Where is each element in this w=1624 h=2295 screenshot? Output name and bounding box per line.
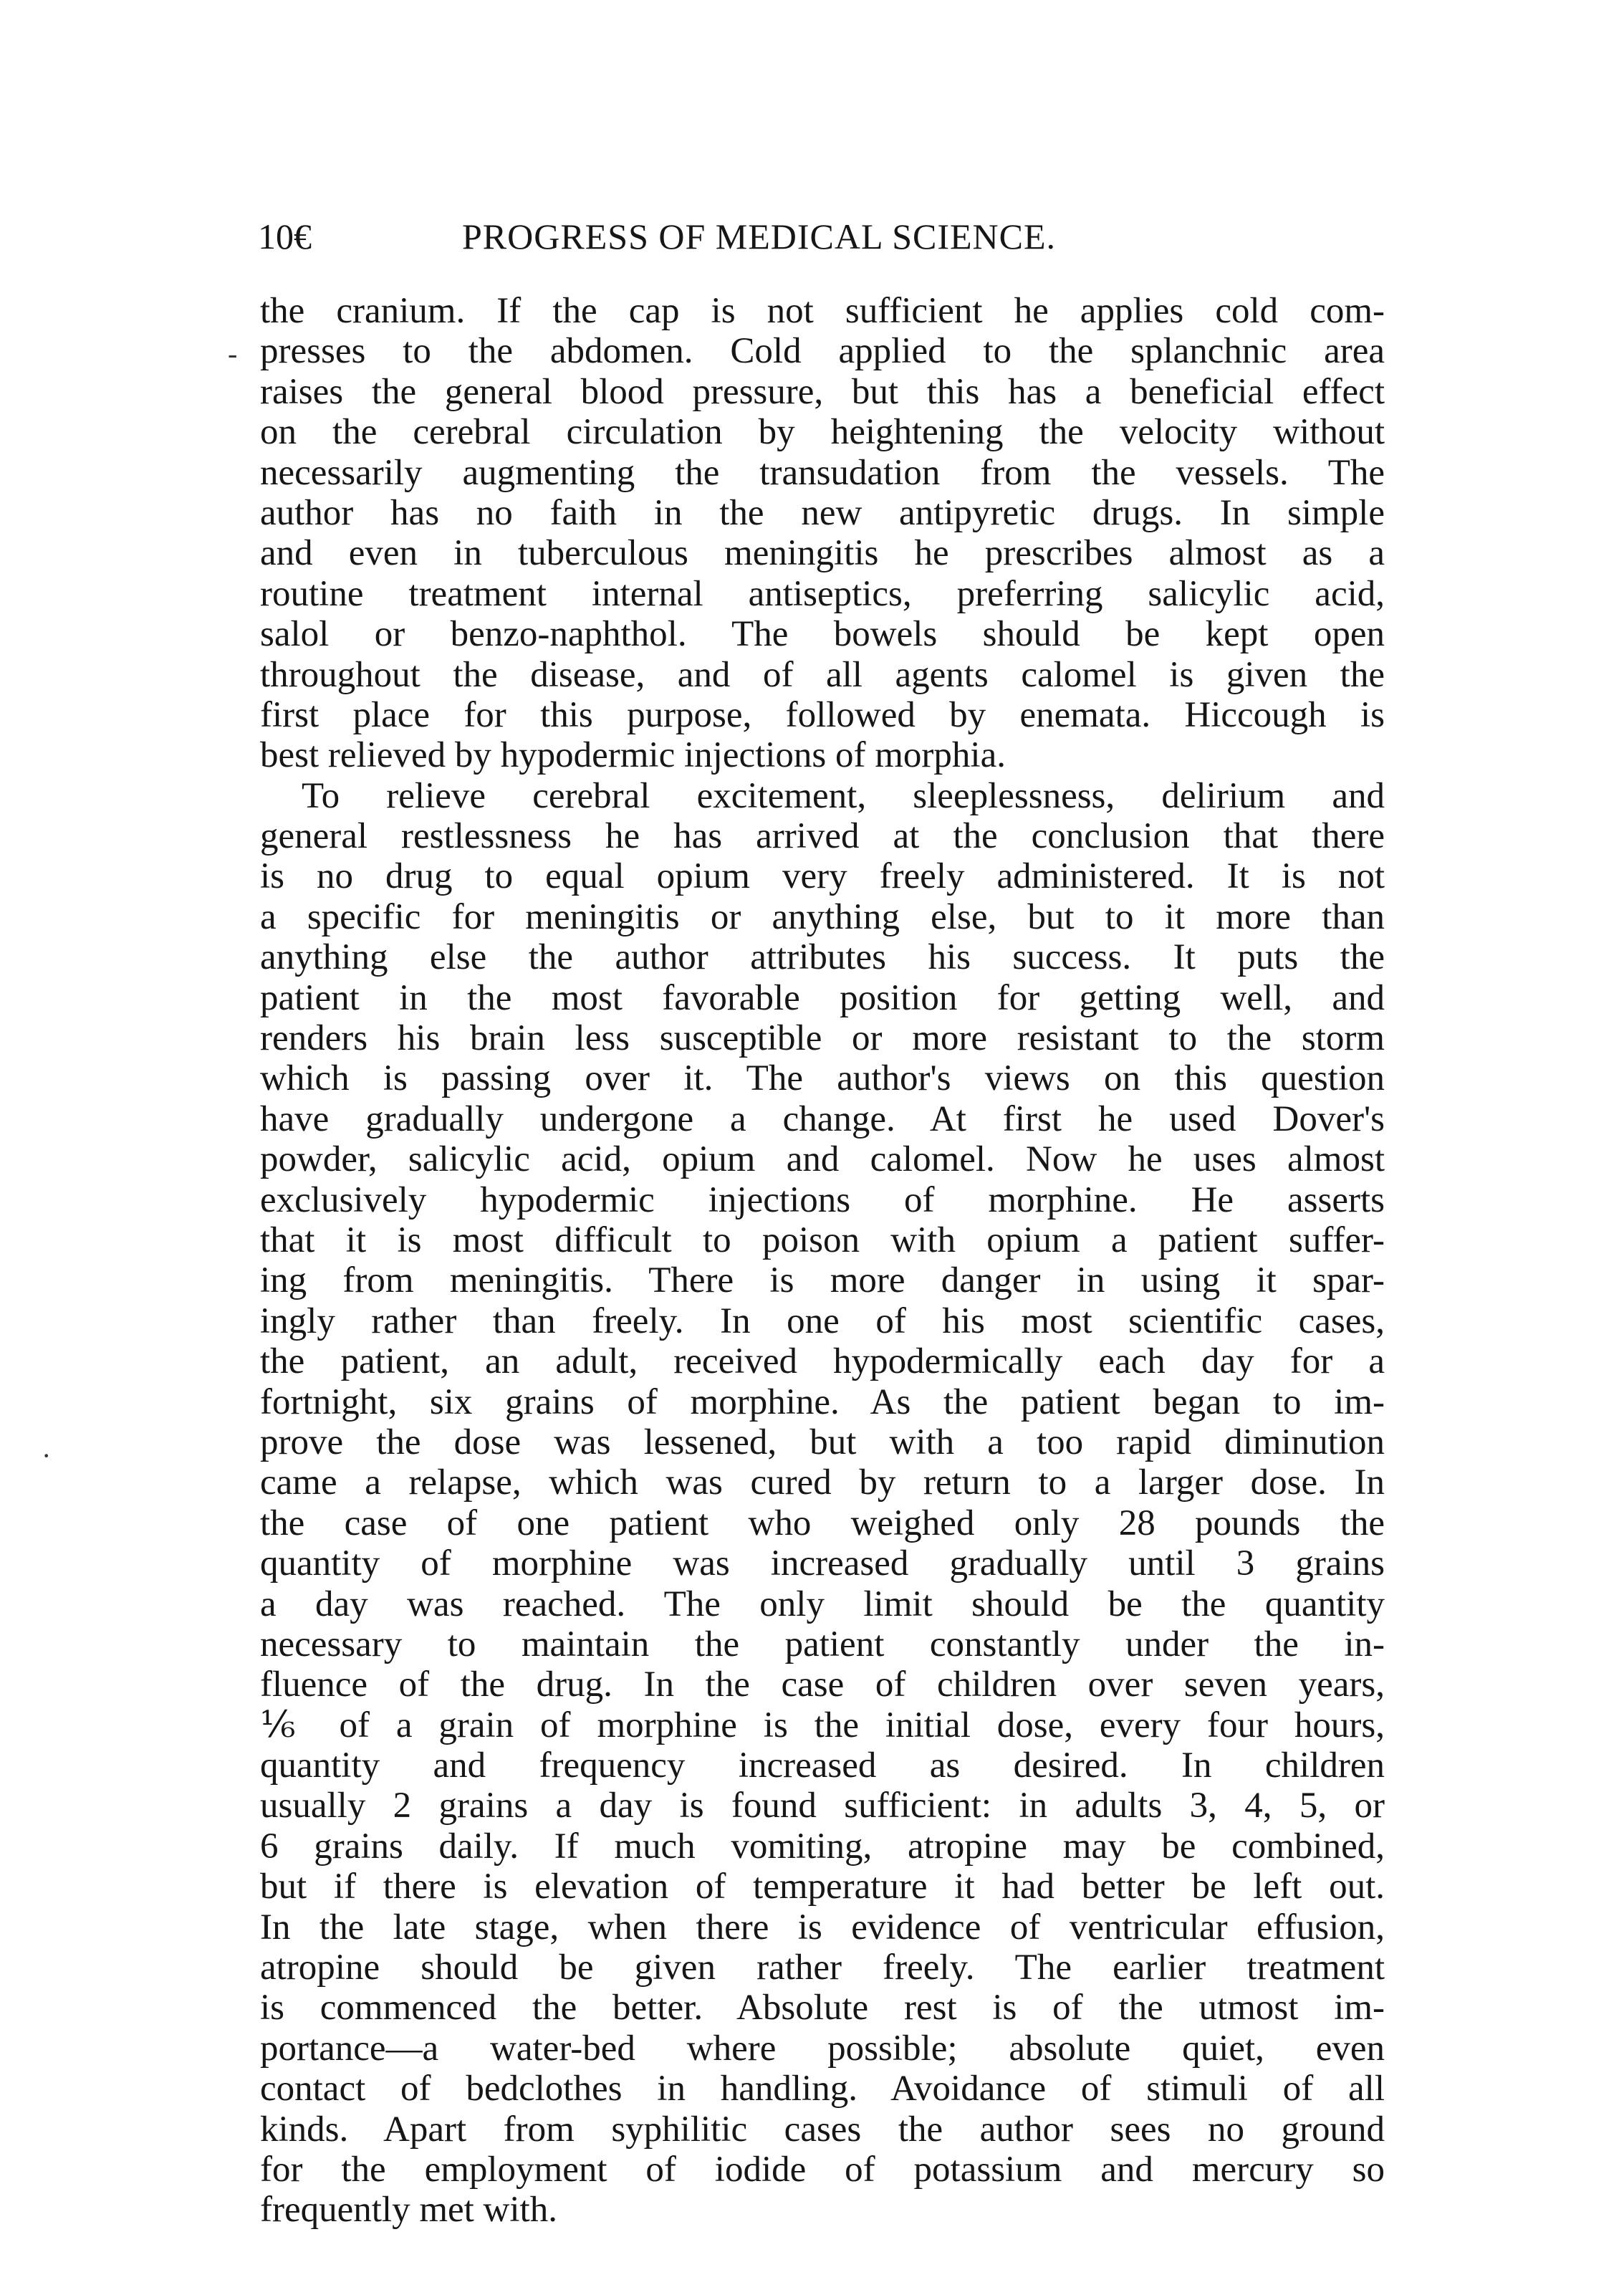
text-line: the patient, an adult, received hypodermically each day for a — [260, 1341, 1385, 1382]
text-line: anything else the author attributes his success. It puts the — [260, 937, 1385, 978]
text-line: prove the dose was lessened, but with a too rapid diminution — [260, 1422, 1385, 1462]
page-header — [258, 215, 1383, 265]
text-line: salol or benzo-naphthol. The bowels should be kept open — [260, 614, 1385, 655]
text-line: general restlessness he has arrived at the conclusion that there — [260, 816, 1385, 857]
text-line: is commenced the better. Absolute rest is of the utmost im- — [260, 1988, 1385, 2028]
text-line: a specific for meningitis or anything else, but to it more than — [260, 896, 1385, 937]
text-line: powder, salicylic acid, opium and calomel. Now he uses almost — [260, 1139, 1385, 1180]
text-line: quantity of morphine was increased gradually until 3 grains — [260, 1543, 1385, 1584]
text-line: author has no faith in the new antipyretic drugs. In simple — [260, 492, 1385, 533]
text-line: renders his brain less susceptible or more resistant to the storm — [260, 1018, 1385, 1059]
text-line: but if there is elevation of temperature it had better be left out. — [260, 1867, 1385, 1907]
text-line: atropine should be given rather freely. The earlier treatment — [260, 1947, 1385, 1988]
text-line: contact of bedclothes in handling. Avoidance of stimuli of all — [260, 2069, 1385, 2109]
text-line: frequently met with. — [260, 2190, 557, 2231]
text-line: 6 grains daily. If much vomiting, atropine may be combined, — [260, 1826, 1385, 1867]
text-line: quantity and frequency increased as desired. In children — [260, 1745, 1385, 1786]
text-line: ⅙ of a grain of morphine is the initial dose, every four hours, — [260, 1705, 1385, 1745]
body-text — [260, 291, 1385, 2231]
text-line: the cranium. If the cap is not sufficient he applies cold com- — [260, 291, 1385, 331]
paragraph-2 — [260, 776, 1385, 2231]
text-line: necessary to maintain the patient constantly under the in- — [260, 1624, 1385, 1664]
text-line: kinds. Apart from syphilitic cases the author sees no ground — [260, 2109, 1385, 2150]
text-line: the case of one patient who weighed only 28 pounds the — [260, 1503, 1385, 1543]
text-line: is no drug to equal opium very freely administered. It is not — [260, 856, 1385, 897]
text-line: a day was reached. The only limit should be the quantity — [260, 1583, 1385, 1624]
text-line: portance—a water-bed where possible; absolute quiet, even — [260, 2028, 1385, 2069]
text-line: which is passing over it. The author's views on this question — [260, 1058, 1385, 1099]
text-line: for the employment of iodide of potassium and mercury so — [260, 2149, 1385, 2190]
text-line: came a relapse, which was cured by return to a larger dose. In — [260, 1462, 1385, 1503]
text-line: fluence of the drug. In the case of children over seven years, — [260, 1664, 1385, 1705]
text-line: To relieve cerebral excitement, sleeplessness, delirium and — [302, 775, 1385, 816]
text-line: first place for this purpose, followed by enemata. Hiccough is — [260, 694, 1385, 735]
text-line: presses to the abdomen. Cold applied to the splanchnic area — [260, 331, 1385, 372]
running-head: PROGRESS OF MEDICAL SCIENCE. — [462, 216, 1057, 257]
text-line: In the late stage, when there is evidence of ventricular effusion, — [260, 1907, 1385, 1947]
text-line: exclusively hypodermic injections of morphine. He asserts — [260, 1179, 1385, 1220]
text-line: routine treatment internal antiseptics, preferring salicylic acid, — [260, 573, 1385, 614]
page-number: 10€ — [258, 216, 312, 257]
text-line: usually 2 grains a day is found sufficient: in adults 3, 4, 5, or — [260, 1786, 1385, 1826]
text-line: necessarily augmenting the transudation from the vessels. The — [260, 452, 1385, 493]
paragraph-1 — [260, 291, 1385, 776]
text-line: ingly rather than freely. In one of his most scientific cases, — [260, 1300, 1385, 1341]
text-line: ing from meningitis. There is more danger in using it spar- — [260, 1260, 1385, 1301]
text-line: that it is most difficult to poison with opium a patient suffer- — [260, 1220, 1385, 1260]
text-line: fortnight, six grains of morphine. As the patient began to im- — [260, 1381, 1385, 1422]
text-line: raises the general blood pressure, but this has a beneficial effect — [260, 371, 1385, 412]
text-line: best relieved by hypodermic injections of morphia. — [260, 735, 1006, 776]
margin-mark: - — [228, 337, 238, 370]
margin-mark: · — [42, 1439, 52, 1472]
text-line: and even in tuberculous meningitis he prescribes almost as a — [260, 533, 1385, 574]
text-line: on the cerebral circulation by heightening the velocity without — [260, 412, 1385, 453]
text-line: have gradually undergone a change. At first he used Dover's — [260, 1098, 1385, 1139]
text-line: patient in the most favorable position for getting well, and — [260, 977, 1385, 1018]
text-line: throughout the disease, and of all agents calomel is given the — [260, 654, 1385, 695]
